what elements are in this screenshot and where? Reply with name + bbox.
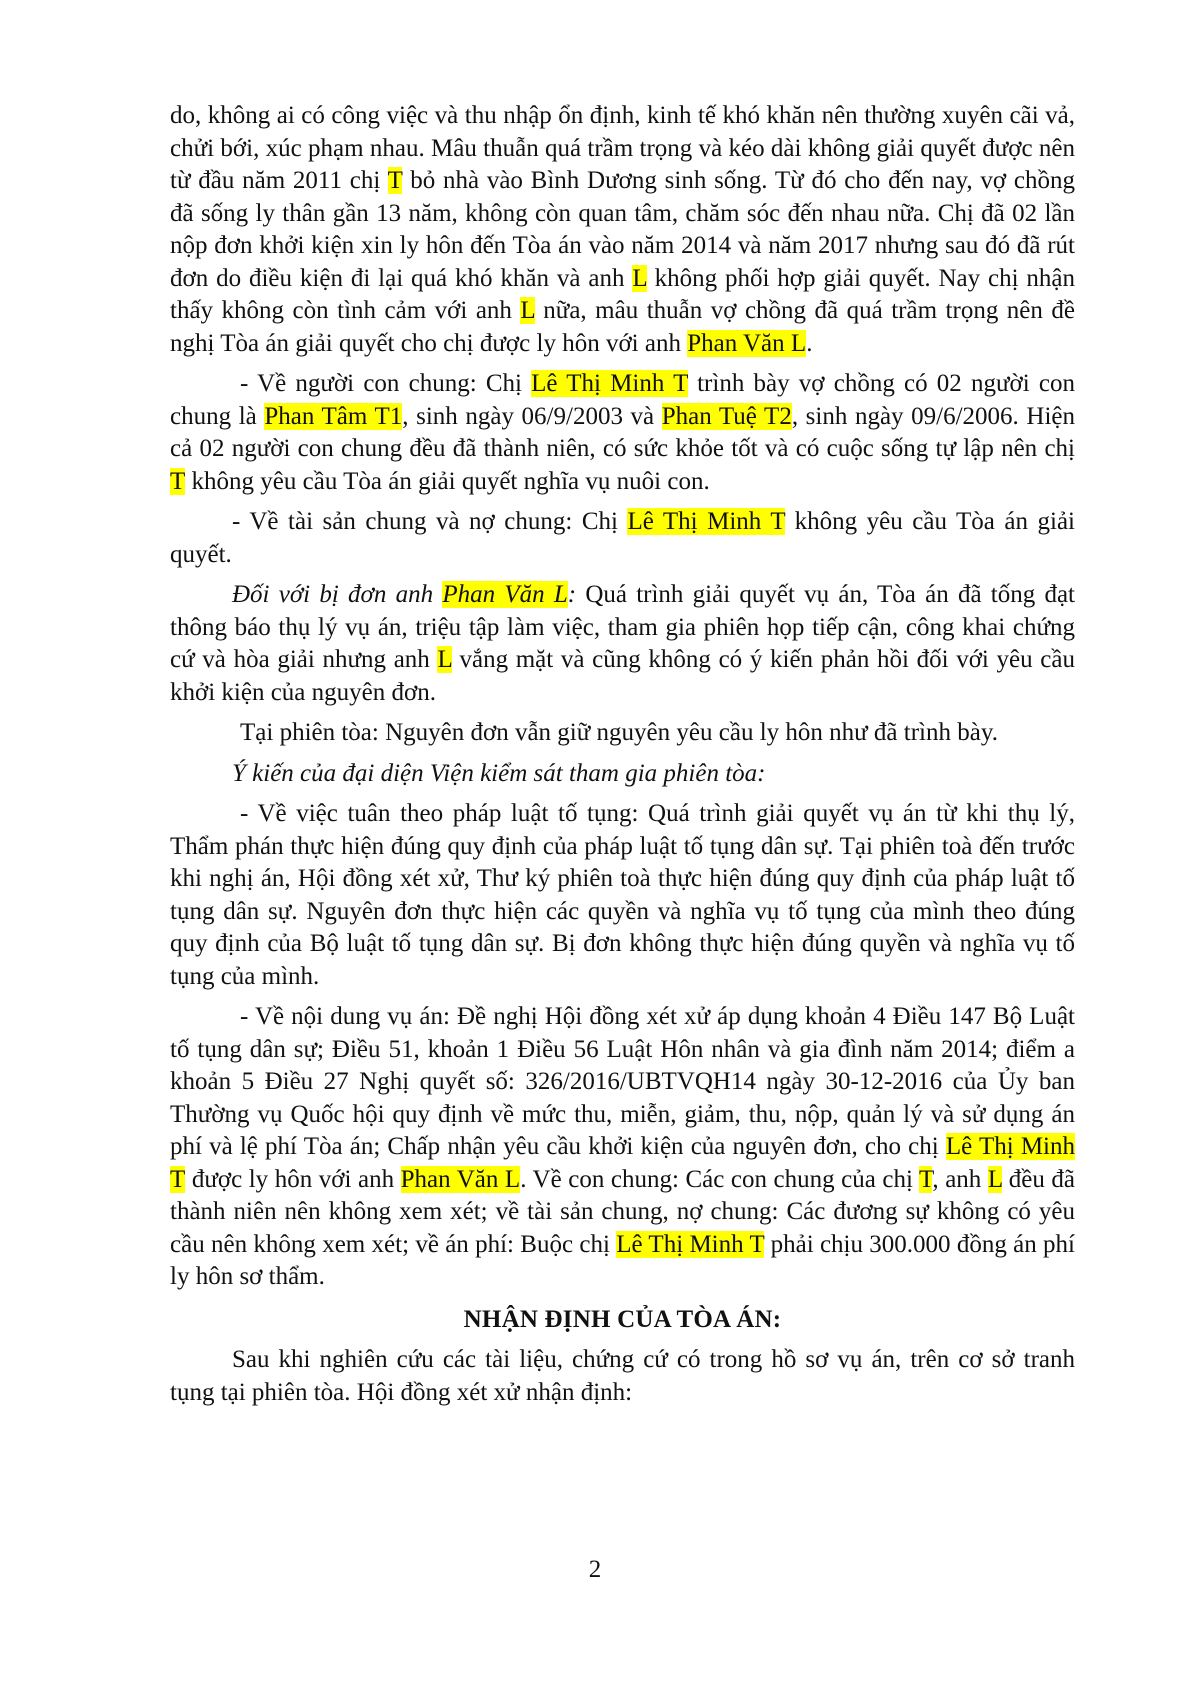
paragraph-merits bbox=[170, 1001, 1075, 1294]
paragraph-children bbox=[170, 368, 1075, 498]
highlight-name: Lê Thị Minh T bbox=[170, 1133, 1076, 1193]
paragraph-procuracy-title: Ý kiến của đại diện Viện kiểm sát tham gia phiên tòa: bbox=[232, 759, 766, 787]
text-run: phải chịu 300.000 đồng án phí ly hôn sơ thẩm. bbox=[170, 1230, 1075, 1290]
highlight-name: Lê Thị Minh T bbox=[616, 1230, 765, 1258]
text-run: trình bày vợ chồng có 02 người con chung là bbox=[170, 370, 1075, 430]
text-run: - Về nội dung vụ án: Đề nghị Hội đồng xét xử áp dụng khoản 4 Điều 147 Bộ Luật tố tụng dân sự; Điều 51, khoản 1 Điều 56 Luật Hôn nhân và gia đình năm 2014; điểm a khoản 5 Điều 27 Nghị quyết số: 326/2016/UBTVQH14 ngày 30-12-2016 của Ủy ban Thường vụ Quốc hội quy định về mức thu, miễn, giảm, thu, nộp, quản lý và sử dụng án phí và lệ phí Tòa án; Chấp nhận yêu cầu khởi kiện của nguyên đơn, cho chị bbox=[170, 1003, 1075, 1160]
highlight-name: T bbox=[919, 1165, 933, 1193]
paragraph-court-opinion: Sau khi nghiên cứu các tài liệu, chứng cứ có trong hồ sơ vụ án, trên cơ sở tranh tụng tại phiên tòa. Hội đồng xét xử nhận định: bbox=[170, 1346, 1075, 1406]
paragraph-procedure: - Về việc tuân theo pháp luật tố tụng: Quá trình giải quyết vụ án từ khi thụ lý, Thẩm phán thực hiện đúng quy định của pháp luật tố tụng dân sự. Tại phiên toà đến trước khi nghị án, Hội đồng xét xử, Thư ký phiên toà thực hiện đúng quy định của pháp luật tố tụng dân sự. Nguyên đơn thực hiện các quyền và nghĩa vụ tố tụng của mình theo đúng quy định của Bộ luật tố tụng dân sự. Bị đơn không thực hiện đúng quyền và nghĩa vụ tố tụng của mình. bbox=[170, 800, 1075, 990]
text-run: , anh bbox=[932, 1165, 988, 1193]
text-run: đều đã thành niên nên không xem xét; về tài sản chung, nợ chung: Các đương sự không có yêu cầu nên không xem xét; về án phí: Buộc chị bbox=[170, 1165, 1075, 1258]
text-run: - Về người con chung: Chị bbox=[240, 370, 532, 397]
italic-run: : bbox=[567, 581, 577, 608]
text-run: bỏ nhà vào Bình Dương sinh sống. Từ đó cho đến nay, vợ chồng đã sống ly thân gần 13 năm, không còn quan tâm, chăm sóc đến nhau nữa. Chị đã 02 lần nộp đơn khởi kiện xin ly hôn đến Tòa án vào năm 2014 và năm 2017 nhưng sau đó đã rút đơn do điều kiện đi lại quá khó khăn và anh bbox=[170, 167, 1075, 292]
highlight-name: Phan Văn L bbox=[687, 329, 807, 357]
paragraph-hearing: Tại phiên tòa: Nguyên đơn vẫn giữ nguyên yêu cầu ly hôn như đã trình bày. bbox=[240, 719, 998, 746]
text-run: do, không ai có công việc và thu nhập ổn định, kinh tế khó khăn nên thường xuyên cãi vả, chửi bới, xúc phạm nhau. Mâu thuẫn quá trầm trọng và kéo dài không giải quyết được nên từ đầu năm 2011 chị bbox=[170, 102, 1075, 194]
text-run: , sinh ngày 09/6/2006. Hiện cả 02 người con chung đều đã thành niên, có sức khỏe tốt và có cuộc sống tự lập nên chị bbox=[170, 402, 1075, 462]
highlight-name: Lê Thị Minh T bbox=[531, 370, 688, 397]
document-page bbox=[170, 100, 1075, 1409]
page-number: 2 bbox=[588, 1556, 602, 1583]
text-run: Quá trình giải quyết vụ án, Tòa án đã tống đạt thông báo thụ lý vụ án, triệu tập làm việc, tham gia phiên họp tiếp cận, công khai chứng cứ và hòa giải nhưng anh bbox=[170, 581, 1075, 673]
text-run: . Về con chung: Các con chung của chị bbox=[520, 1165, 919, 1193]
text-run: được ly hôn với anh bbox=[185, 1165, 401, 1193]
text-run: vắng mặt và cũng không có ý kiến phản hồi đối với yêu cầu khởi kiện của nguyên đơn. bbox=[170, 646, 1075, 706]
text-run: nữa, mâu thuẫn vợ chồng đã quá trầm trọng nên đề nghị Tòa án giải quyết cho chị được ly hôn với anh bbox=[170, 297, 1076, 357]
highlight-name: Phan Văn L bbox=[400, 1165, 521, 1193]
italic-run: Đối với bị đơn anh bbox=[232, 581, 443, 608]
paragraph-defendant bbox=[170, 579, 1075, 709]
section-heading: NHẬN ĐỊNH CỦA TÒA ÁN: bbox=[463, 1305, 782, 1333]
paragraph-plaintiff-statement bbox=[170, 100, 1075, 360]
text-run: không yêu cầu Tòa án giải quyết nghĩa vụ nuôi con. bbox=[185, 467, 710, 495]
text-run: . bbox=[806, 329, 813, 357]
highlight-name: Phan Văn L bbox=[442, 581, 568, 608]
highlight-name: L bbox=[520, 297, 535, 324]
text-run: không phối hợp giải quyết. Nay chị nhận thấy không còn tình cảm với anh bbox=[170, 264, 1076, 324]
highlight-name: L bbox=[987, 1165, 1003, 1193]
highlight-name: L bbox=[632, 264, 647, 292]
highlight-name: T bbox=[170, 467, 186, 495]
highlight-name: T bbox=[387, 167, 403, 194]
highlight-name: Phan Tâm T1 bbox=[264, 402, 403, 430]
highlight-name: Phan Tuệ T2 bbox=[661, 402, 792, 430]
text-run: , sinh ngày 06/9/2003 và bbox=[402, 402, 662, 430]
paragraph-assets bbox=[170, 506, 1075, 571]
text-run: - Về tài sản chung và nợ chung: Chị bbox=[232, 508, 628, 535]
highlight-name: L bbox=[437, 646, 452, 673]
text-run: không yêu cầu Tòa án giải quyết. bbox=[170, 508, 1075, 568]
highlight-name: Lê Thị Minh T bbox=[627, 508, 786, 535]
